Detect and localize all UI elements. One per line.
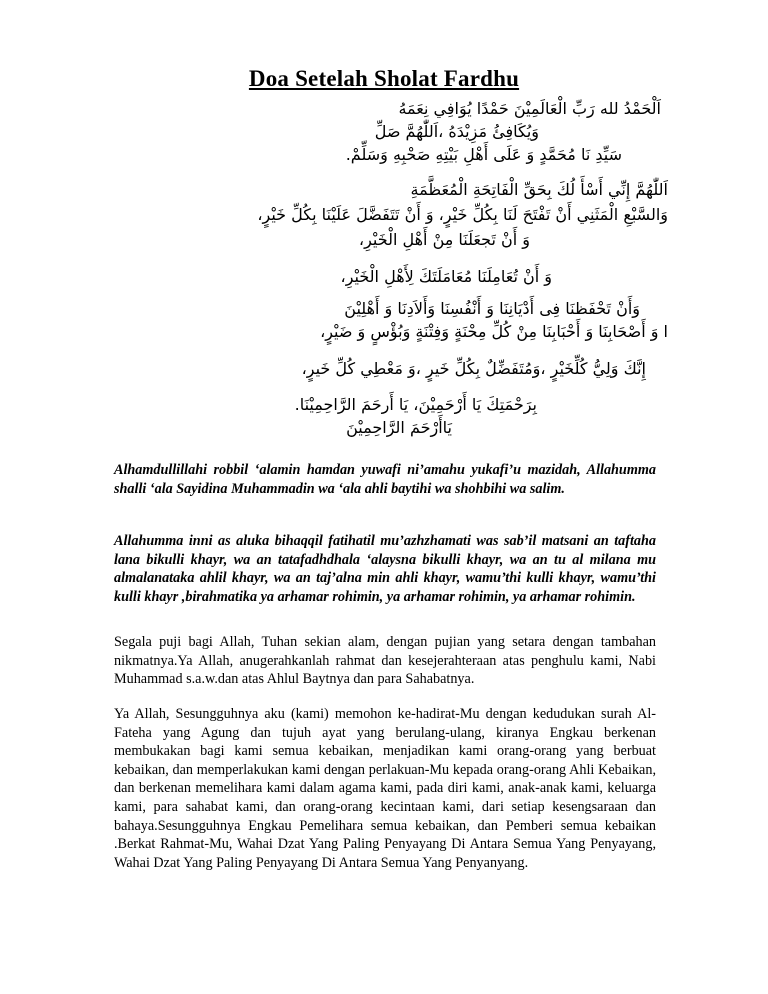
arabic-line-11: بِرَحْمَتِكَ يَا أَرْحَمِيْنَ، يَا أَرحَمَ الرَّاحِمِيْنَا. [294, 395, 537, 414]
arabic-line-8: وَأَنْ تَحْفَظنَا فِى أَدْيَانِنَا وَ أَنْفُسِنَا وَأَلاَدِنَا وَ أَهْلِيْنَ [344, 299, 640, 318]
arabic-line-9: ا وَ أَصْحَابِنَا وَ أَحْبَابِنَا مِنْ كُلِّ مِحْنَةٍ وَفِتْنَةٍ وَبُؤْسٍ وَ ضَيْرٍ، [320, 322, 668, 341]
transliteration-paragraph-2: Allahumma inni as aluka bihaqqil fatihatil mu’azhzhamati was sab’il matsani an taftaha lana bikulli khayr, wa an tatafadhdhala ‘alaysna bikulli khayr, wa an tu al milana mu almalanataka ahlil khayr, wa an taj’alna min ahli khayr, wamu’thi kulli khayr, wamu’thi kulli khayr ,birahmatika ya arhamar rohimin, ya arhamar rohimin, ya arhamar rohimin. [114, 533, 656, 605]
arabic-line-1: اَلْحَمْدُ لله رَبِّ الْعَالَمِيْنَ حَمْدًا يُوَافِي نِعَمَهُ [398, 99, 661, 118]
arabic-line-12: يَاأَرْحَمَ الرَّاحِمِيْنَ [346, 418, 452, 437]
transliteration-paragraph-1: Alhamdullillahi robbil ‘alamin hamdan yuwafi ni’amahu yukafi’u mazidah, Allahumma shalli ‘ala Sayidina Muhammadin wa ‘ala ahli baytihi wa shohbihi wa salim. [114, 462, 656, 497]
arabic-line-6: وَ أَنْ تَجعَلَنَا مِنْ أَهْلِ الْخَيْرِ، [358, 230, 530, 249]
translation-paragraph-2: Ya Allah, Sesungguhnya aku (kami) memohon ke-hadirat-Mu dengan kedudukan surah Al-Fateha yang Agung dan tujuh ayat yang berulang-ulang, kiranya Engkau berkenan membukakan bagi kami semua kebaikan, menjadikan kami orang-orang yang berbuat kebaikan, dan memperlakukan kami dengan perlakuan-Mu kepada orang-orang Ahli Kebaikan, dan berkenan memelihara kami dalam agama kami, pada diri kami, anak-anak kami, keluarga kami, para sahabat kami, dan orang-orang kecintaan kami, dari setiap kesengsaraan dan bahaya.Sesungguhnya Engkau Pemelihara semua kebaikan, dan Pemberi semua kebaikan .Berkat Rahmat-Mu, Wahai Dzat Yang Paling Penyayang Di Antara Semua Yang Penyayang, Wahai Dzat Yang Paling Penyayang Di Antara Semua Yang Penyanyang. [114, 706, 656, 871]
translation-paragraph-1: Segala puji bagi Allah, Tuhan sekian alam, dengan pujian yang setara dengan tambahan nikmatnya.Ya Allah, anugerahkanlah rahmat dan kesejerahteraan atas penghulu kami, Nabi Muhammad s.a.w.dan atas Ahlul Baytnya dan para Sahabatnya. [114, 634, 656, 688]
arabic-line-10: إِنَّكَ وَلِيُّ كُلِّخَيْرٍ ،وَمُتَفَضِّلٌ بِكُلِّ خَيرٍ ،وَ مَعْطِي كُلِّ خَيرٍ، [301, 359, 646, 378]
arabic-line-7: وَ أَنْ تُعَامِلَنَا مُعَامَلَتَكَ لِأَهْلِ الْخَيْرِ، [340, 267, 552, 286]
arabic-line-3: سَيِّدِ نَا مُحَمَّدٍ وَ عَلَى أَهْلِ بَيْتِهِ صَحْبِهِ وَسَلِّمْ. [345, 145, 622, 164]
arabic-line-5: وَالسَّبْعِ الْمَثَنِي أَنْ تَفْتَحَ لَنَا بِكُلِّ خَيْرٍ، وَ أَنْ تَتَفَضَّلَ عَلَيْنَا بِكُلِّ خَيْرٍ، [257, 205, 668, 224]
arabic-line-4: اَللّٰهُمَّ إِنِّي أَسْأَ لُكَ بِحَقِّ الْفَاتِحَةِ الْمُعَظَّمَةِ [410, 180, 668, 199]
arabic-line-2: وَيُكَافِئُ مَزِيْدَهُ ،اَللّٰهُمَّ صَلِّ [374, 122, 539, 141]
page-title: Doa Setelah Sholat Fardhu [248, 66, 520, 91]
